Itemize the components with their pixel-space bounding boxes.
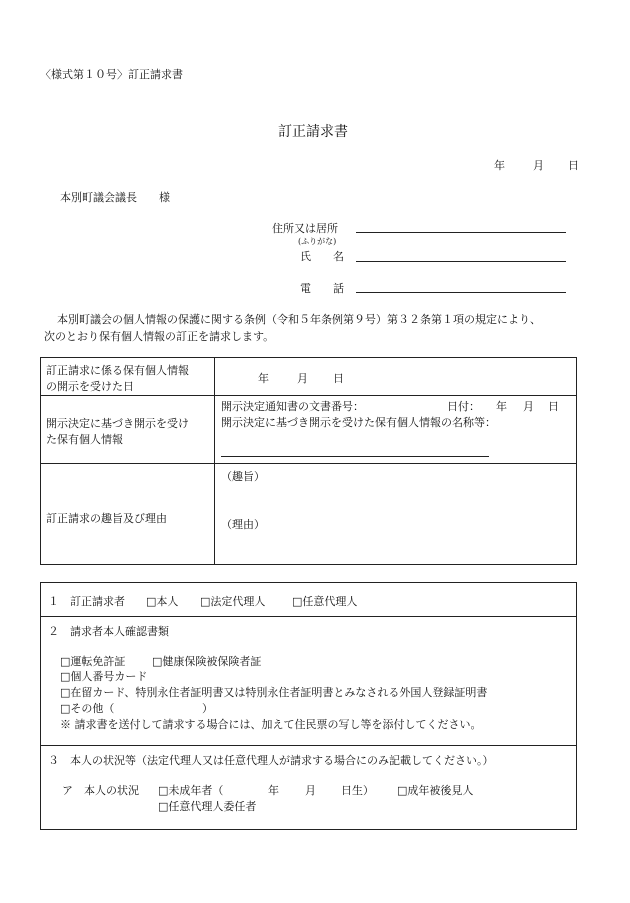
document-title: 訂正請求書 — [278, 124, 348, 140]
table1-row-divider-1 — [40, 395, 577, 396]
name-field[interactable] — [356, 261, 566, 262]
my-number-card-checkbox[interactable]: □個人番号カード — [60, 670, 148, 683]
other-document-checkbox[interactable]: □その他（ — [60, 702, 115, 715]
residence-card-checkbox[interactable]: □在留カード、特別永住者証明書又は特別永住者証明書とみなされる外国人登録証明書 — [60, 686, 488, 699]
disclosed-info-label-line1: 開示決定に基づき開示を受け — [46, 417, 189, 430]
intro-line-2: 次のとおり保有個人情報の訂正を請求します。 — [44, 330, 275, 343]
notice-date-month: 月 — [523, 400, 534, 413]
disclosure-date-month: 月 — [297, 372, 308, 385]
minor-checkbox[interactable]: □未成年者（ — [158, 784, 224, 797]
requester-legal-rep-checkbox[interactable]: □法定代理人 — [200, 595, 266, 608]
principal-status-sub-label: ア 本人の状況 — [62, 784, 139, 797]
intro-line-1: 本別町議会の個人情報の保護に関する条例（令和５年条例第９号）第３２条第１項の規定により、 — [57, 313, 541, 326]
address-field[interactable] — [356, 232, 566, 233]
table2-row-divider-2 — [40, 745, 577, 746]
addressee: 本別町議会議長 様 — [60, 191, 170, 204]
name-label: 氏 名 — [300, 250, 344, 263]
health-insurance-checkbox[interactable]: □健康保険被保険者証 — [152, 655, 262, 668]
disclosure-date-label-line1: 訂正請求に係る保有個人情報 — [46, 364, 189, 377]
disclosed-info-label-line2: た保有個人情報 — [46, 433, 123, 446]
requester-self-checkbox[interactable]: □本人 — [146, 595, 179, 608]
requester-voluntary-rep-checkbox[interactable]: □任意代理人 — [292, 595, 358, 608]
purpose-heading: （趣旨） — [221, 470, 265, 483]
birth-month-label: 月 — [305, 784, 316, 797]
date-day-label: 日 — [568, 159, 579, 172]
principal-status-label: ３ 本人の状況等（法定代理人又は任意代理人が請求する場合にのみ記載してください。） — [48, 754, 494, 767]
phone-field[interactable] — [356, 292, 566, 293]
reason-heading: （理由） — [221, 518, 265, 531]
other-document-close-paren: ） — [202, 702, 213, 715]
voluntary-principal-checkbox[interactable]: □任意代理人委任者 — [158, 800, 257, 813]
disclosure-date-year: 年 — [258, 372, 269, 385]
table2-row-divider-1 — [40, 616, 577, 617]
furigana-label: (ふりがな) — [298, 237, 337, 246]
purpose-reason-label: 訂正請求の趣旨及び理由 — [46, 512, 167, 525]
disclosure-date-label-line2: の開示を受けた日 — [46, 380, 134, 393]
notice-date-year: 年 — [496, 400, 507, 413]
disclosure-date-day: 日 — [333, 372, 344, 385]
table1-row-divider-2 — [40, 463, 577, 464]
birth-year-label: 年 — [268, 784, 279, 797]
disclosed-info-name-label: 開示決定に基づき開示を受けた保有個人情報の名称等： — [221, 416, 496, 429]
drivers-license-checkbox[interactable]: □運転免許証 — [60, 655, 126, 668]
birth-day-label: 日生） — [341, 784, 374, 797]
adult-guardian-checkbox[interactable]: □成年被後見人 — [397, 784, 474, 797]
notice-date-day: 日 — [548, 400, 559, 413]
requester-type-label: １ 訂正請求者 — [48, 595, 125, 608]
id-documents-label: ２ 請求者本人確認書類 — [48, 625, 169, 638]
disclosed-info-name-field[interactable] — [221, 456, 489, 457]
phone-label: 電 話 — [300, 282, 344, 295]
mail-request-note: ※ 請求書を送付して請求する場合には、加えて住民票の写し等を添付してください。 — [60, 718, 482, 731]
notice-doc-number-label: 開示決定通知書の文書番号： — [221, 400, 364, 413]
address-label: 住所又は居所 — [272, 222, 338, 235]
date-month-label: 月 — [533, 159, 544, 172]
table1-divider — [214, 357, 215, 565]
date-year-label: 年 — [494, 159, 505, 172]
notice-date-label: 日付： — [447, 400, 480, 413]
form-number-label: 〈様式第１０号〉訂正請求書 — [40, 68, 183, 81]
